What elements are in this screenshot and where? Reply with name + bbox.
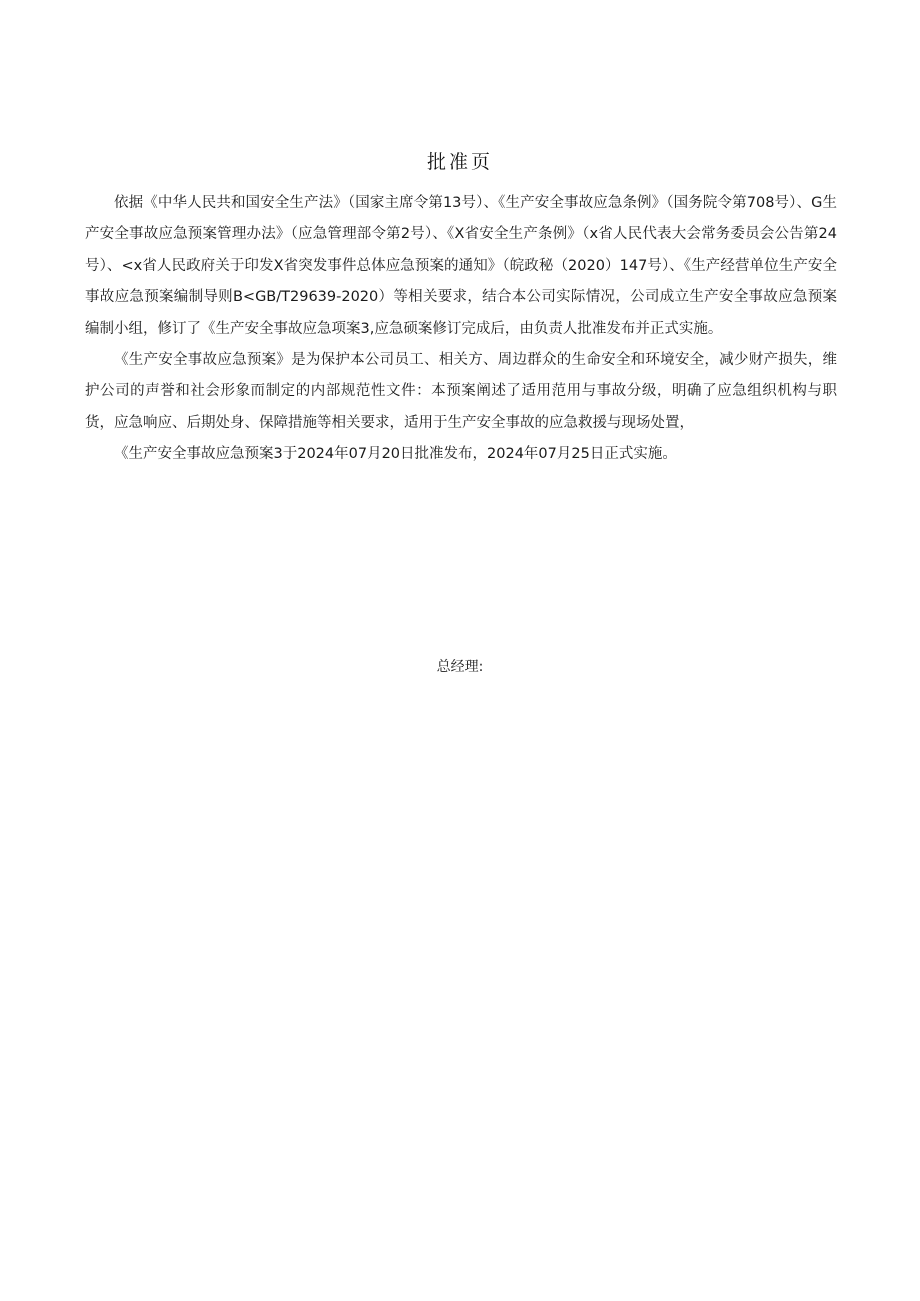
page-title: 批准页 [426,151,493,173]
paragraph-legal-basis: 依据《中华人民共和国安全生产法》（国家主席令第13号）、《生产安全事故应急条例》（国务院令第708号）、G生产安全事故应急预案管理办法》（应急管理部令第2号）、《X省安全生产条例》（x省人民代表大会常务委员会公告第24号）、<x省人民政府关于印发X省突发事件总体应急预案的通知》（皖政秘（2020）147号）、《生产经营单位生产安全事故应急预案编制导则B<GB/T29639-2020）等相关要求，结合本公司实际情况，公司成立生产安全事故应急预案编制小组，修订了《生产安全事故应急项案3,应急硕案修订完成后，由负责人批准发布并正式实施。 [85,195,837,337]
paragraph-purpose: 《生产安全事故应急预案》是为保护本公司员工、相关方、周边群众的生命安全和环境安全，减少财产损失，维护公司的声誉和社会形象而制定的内部规范性文件：本预案阐述了适用范用与事故分级，明确了应急组织机构与职货，应急响应、后期处身、保障措施等相关要求，适用于生产安全事故的应急救援与现场处置， [85,352,837,431]
signature-label: 总经理: [436,659,484,675]
paragraph-effective-date: 《生产安全事故应急预案3于2024年07月20日批准发布，2024年07月25日正式实施。 [114,446,677,463]
document-body [85,188,837,471]
